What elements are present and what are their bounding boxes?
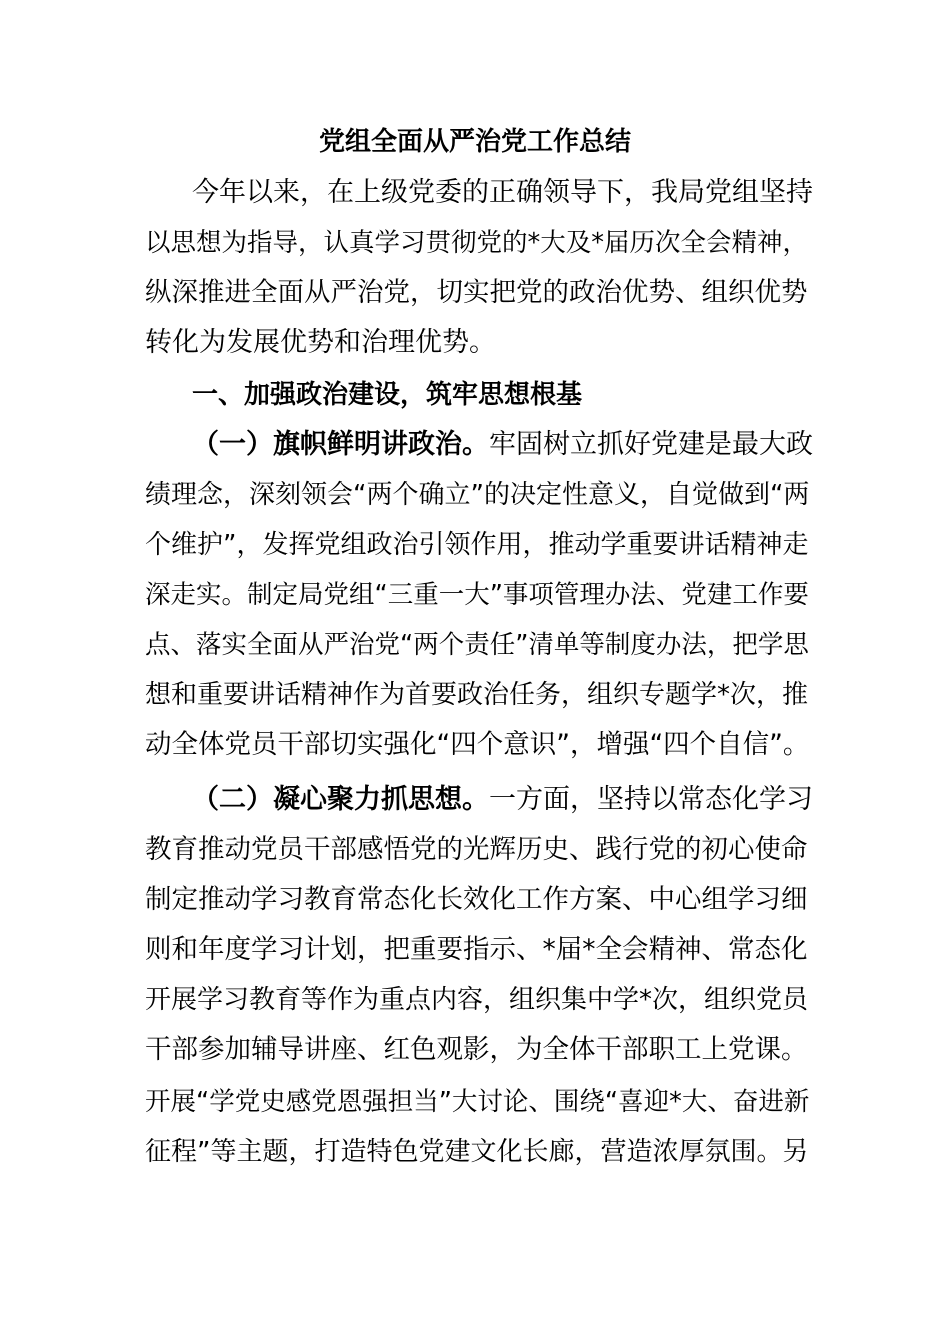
body-line: 转化为发展优势和治理优势。: [145, 327, 496, 358]
body-line: 则和年度学习计划，把重要指示、*届*全会精神、常态化: [145, 934, 808, 965]
body-line: [192, 420, 813, 470]
body-line: 征程”等主题，打造特色党建文化长廊，营造浓厚氛围。另: [145, 1137, 809, 1167]
body-line: 开展学习教育等作为重点内容，组织集中学*次，组织党员: [145, 985, 809, 1015]
body-line: 绩理念，深刻领会“两个确立”的决定性意义，自觉做到“两: [145, 480, 810, 510]
document-title: 党组全面从严治党工作总结: [318, 127, 631, 157]
body-line: 纵深推进全面从严治党，切实把党的政治优势、组织优势: [145, 277, 808, 308]
body-text: 一方面，坚持以常态化学习: [489, 784, 813, 815]
subsection-heading: （一）旗帜鲜明讲政治。: [192, 429, 489, 460]
body-line: 制定推动学习教育常态化长效化工作方案、中心组学习细: [145, 884, 808, 915]
body-line: [192, 775, 813, 825]
body-line: 开展“学党史感党恩强担当”大讨论、围绕“喜迎*大、奋进新: [145, 1087, 810, 1117]
body-text: 牢固树立抓好党建是最大政: [489, 429, 813, 460]
body-line: 今年以来，在上级党委的正确领导下，我局党组坚持: [192, 177, 813, 208]
body-line: 深走实。制定局党组“三重一大”事项管理办法、党建工作要: [145, 580, 809, 610]
section-heading: 一、加强政治建设，筑牢思想根基: [192, 380, 583, 410]
body-line: 个维护”，发挥党组政治引领作用，推动学重要讲话精神走: [145, 530, 809, 560]
body-line: 动全体党员干部切实强化“四个意识”，增强“四个自信”。: [145, 729, 810, 760]
body-line: 教育推动党员干部感悟党的光辉历史、践行党的初心使命: [145, 834, 808, 865]
body-line: 以思想为指导，认真学习贯彻党的*大及*届历次全会精神，: [145, 228, 809, 258]
subsection-heading: （二）凝心聚力抓思想。: [192, 784, 489, 815]
body-line: 干部参加辅导讲座、红色观影，为全体干部职工上党课。: [145, 1034, 808, 1065]
body-line: 想和重要讲话精神作为首要政治任务，组织专题学*次，推: [145, 680, 809, 710]
body-line: 点、落实全面从严治党“两个责任”清单等制度办法，把学思: [145, 630, 809, 660]
